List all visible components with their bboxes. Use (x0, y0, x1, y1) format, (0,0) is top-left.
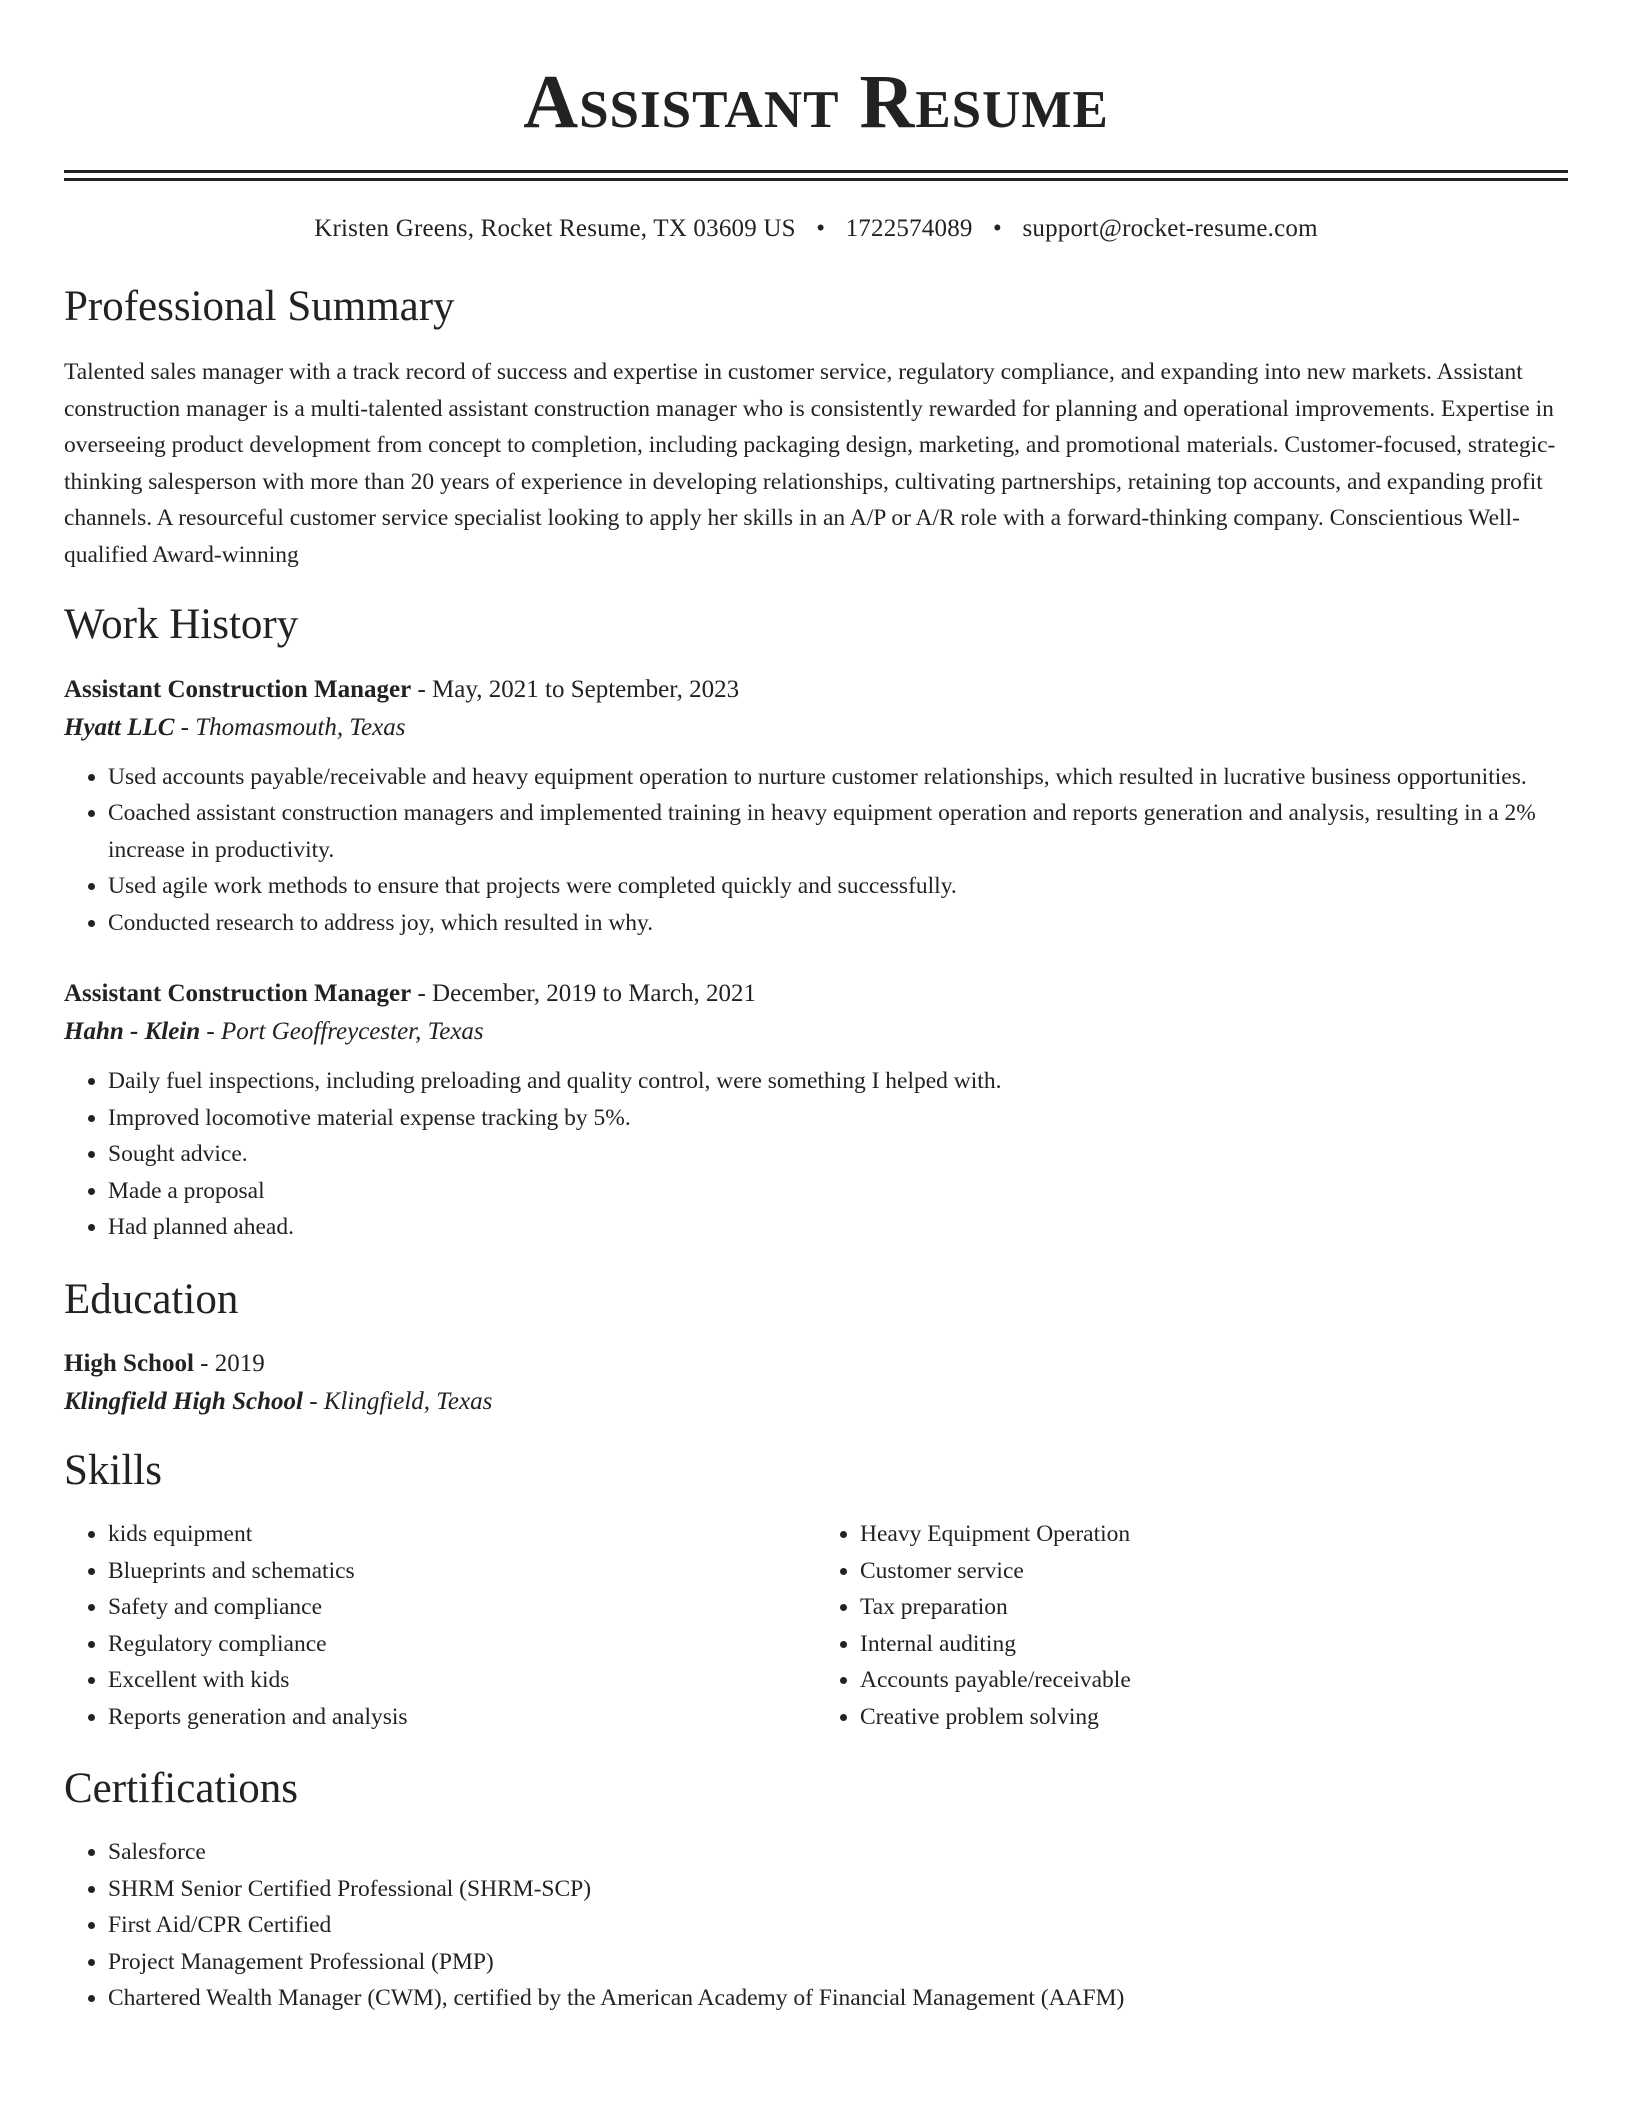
list-item: • Accounts payable/receivable (860, 1662, 1568, 1699)
list-item: • Made a proposal (108, 1173, 1568, 1210)
education-degree: High School (64, 1349, 194, 1377)
job-bullets (64, 759, 1568, 942)
contact-separator: • (993, 215, 1002, 242)
summary-heading: Professional Summary (64, 283, 455, 330)
education-heading: Education (64, 1275, 239, 1323)
job-title: Assistant Construction Manager (64, 980, 412, 1008)
education-location: - Klingfield, Texas (302, 1387, 493, 1415)
list-item: • Creative problem solving (860, 1699, 1568, 1736)
skills-column-left (64, 1516, 816, 1735)
list-item: • Sought advice. (108, 1136, 1568, 1173)
job-title-line (64, 979, 1568, 1009)
certifications-list (64, 1834, 1568, 2017)
list-item: • Customer service (860, 1553, 1568, 1590)
list-item: • Salesforce (108, 1834, 1568, 1871)
title-double-rule (64, 170, 1568, 181)
list-item: • Used accounts payable/receivable and heavy equipment operation to nurture customer relationships, which resulted in lucrative business opportunities. (108, 759, 1568, 796)
job-company-line (64, 713, 1568, 743)
skills-grid (64, 1516, 1568, 1735)
resume-title: Assistant Resume (523, 60, 1109, 144)
job-entry (64, 675, 1568, 942)
job-company-line (64, 1017, 1568, 1047)
list-item: • Had planned ahead. (108, 1209, 1568, 1246)
job-dates: - December, 2019 to March, 2021 (411, 980, 756, 1008)
contact-address: Kristen Greens, Rocket Resume, TX 03609 US (314, 215, 796, 242)
work-history-heading: Work History (64, 601, 299, 649)
list-item: • Heavy Equipment Operation (860, 1516, 1568, 1553)
list-item: • Regulatory compliance (108, 1626, 816, 1663)
list-item: • SHRM Senior Certified Professional (SHRM-SCP) (108, 1871, 1568, 1908)
list-item: • Conducted research to address joy, which resulted in why. (108, 905, 1568, 942)
job-entry (64, 979, 1568, 1246)
list-item: • Safety and compliance (108, 1589, 816, 1626)
list-item: • First Aid/CPR Certified (108, 1907, 1568, 1944)
contact-email: support@rocket-resume.com (1022, 215, 1318, 242)
job-bullets (64, 1063, 1568, 1246)
list-item: • Excellent with kids (108, 1662, 816, 1699)
list-item: • Project Management Professional (PMP) (108, 1944, 1568, 1981)
contact-separator: • (816, 215, 826, 242)
list-item: • Used agile work methods to ensure that projects were completed quickly and successfully. (108, 868, 1568, 905)
list-item: • Blueprints and schematics (108, 1553, 816, 1590)
list-item: • Daily fuel inspections, including preloading and quality control, were something I helped with. (108, 1063, 1568, 1100)
education-year: - 2019 (193, 1349, 265, 1377)
job-title: Assistant Construction Manager (64, 675, 412, 703)
list-item: • Improved locomotive material expense tracking by 5%. (108, 1100, 1568, 1137)
skills-heading: Skills (64, 1446, 162, 1494)
list-item: • kids equipment (108, 1516, 816, 1553)
job-company: Hyatt LLC (64, 713, 175, 741)
list-item: • Reports generation and analysis (108, 1699, 816, 1736)
list-item: • Tax preparation (860, 1589, 1568, 1626)
certifications-heading: Certifications (64, 1765, 299, 1813)
list-item: • Chartered Wealth Manager (CWM), certified by the American Academy of Financial Management (AAFM) (108, 1980, 1568, 2017)
list-item: • Internal auditing (860, 1626, 1568, 1663)
job-dates: - May, 2021 to September, 2023 (411, 675, 740, 703)
education-school-line (64, 1387, 1568, 1417)
list-item: • Coached assistant construction managers and implemented training in heavy equipment operation and reports generation and analysis, resulting in a 2% increase in productivity. (108, 795, 1568, 868)
job-company: Hahn - Klein (64, 1018, 201, 1046)
contact-phone: 1722574089 (845, 215, 973, 242)
job-location: - Port Geoffreycester, Texas (200, 1018, 484, 1046)
education-degree-line (64, 1349, 1568, 1379)
education-school: Klingfield High School (64, 1387, 303, 1415)
job-title-line (64, 675, 1568, 705)
skills-column-right (816, 1516, 1568, 1735)
summary-text: Talented sales manager with a track record of success and expertise in customer service, regulatory compliance, and expanding into new markets. Assistant construction manager is a multi-talented assistant construction manager who is consistently rewarded for planning and operational improvements. Expertise in overseeing product development from concept to completion, including packaging design, marketing, and promotional materials. Customer-focused, strategic-thinking salesperson with more than 20 years of experience in developing relationships, cultivating partnerships, retaining top accounts, and expanding profit channels. A resourceful customer service specialist looking to apply her skills in an A/P or A/R role with a forward-thinking company. Conscientious Well-qualified Award-winning (64, 359, 1556, 568)
job-location: - Thomasmouth, Texas (174, 713, 406, 741)
contact-line (64, 215, 1568, 243)
